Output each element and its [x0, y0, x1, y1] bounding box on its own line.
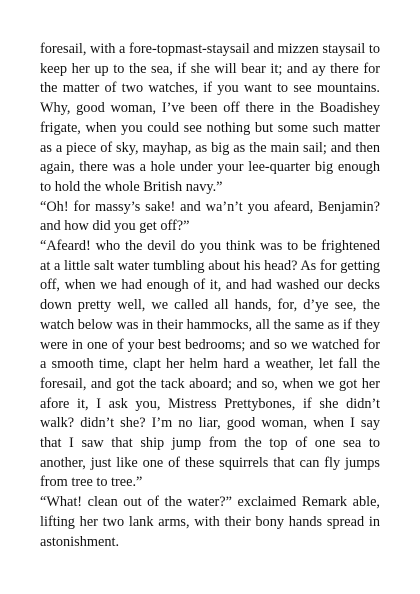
paragraph-afeard: “Afeard! who the devil do you think was to be frightened at a little salt water tumbling about his head? As for getting off, when we had enough of it, and had washed our decks down pretty well, we called all hands, for, d’ye see, the watch below was in their hammocks, all the same as if they were in one of your best bedrooms; and so we watched for a smooth time, clapt her helm hard a weather, let fall the foresail, and got the tack aboard; and so, when we got her afore it, I ask you, Mistress Prettybones, if she didn’t walk? didn’t she? I’m no liar, good woman, when I say that I saw that ship jump from the top of one sea to another, just like one of these squirrels that can fly jumps from tree to tree.” — [40, 238, 380, 491]
paragraph-foresail: foresail, with a fore-topmast-staysail and mizzen staysail to keep her up to the sea, if she will bear it; and ay there for the matter of two watches, if you want to see mountains. Why, good woman, I’ve been off there in the Boadishey frigate, when you could see nothing but some such matter as a piece of sky, mayhap, as big as the main sail; and then again, there was a hole under your lee-quarter big enough to hold the whole British navy.” — [40, 41, 380, 195]
page-text — [40, 40, 380, 552]
paragraph-clean-out: “What! clean out of the water?” exclaimed Remark able, lifting her two lank arms, with their bony hands spread in astonishment. — [40, 494, 380, 550]
paragraph-massys-sake: “Oh! for massy’s sake! and wa’n’t you afeard, Benjamin? and how did you get off?” — [40, 198, 380, 235]
